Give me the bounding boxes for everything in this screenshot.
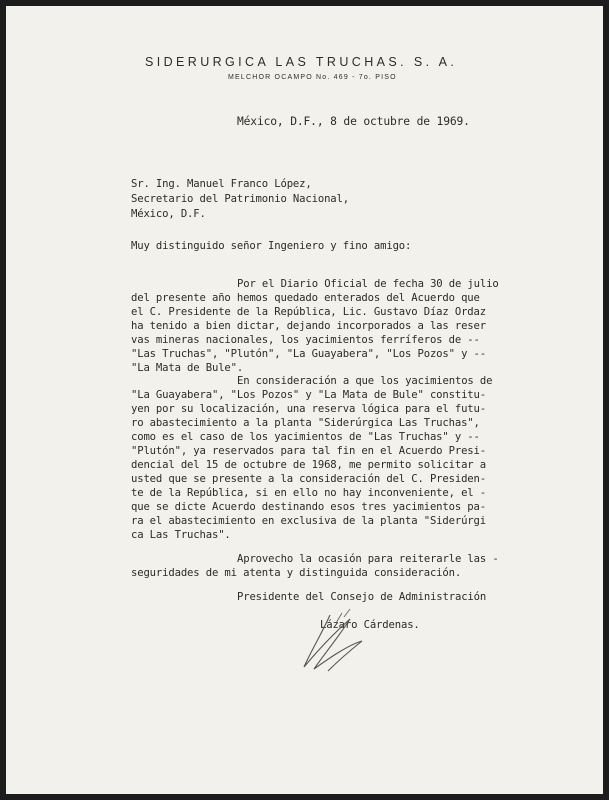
body-line: ro abastecimiento a la planta "Siderúrgica Las Truchas", (131, 417, 480, 429)
body-line: usted que se presente a la consideración del C. Presiden- (131, 473, 486, 485)
body-line: ra el abastecimiento en exclusiva de la planta "Siderúrgi (131, 515, 486, 527)
recipient-line: México, D.F. (131, 208, 206, 220)
recipient-line: Sr. Ing. Manuel Franco López, (131, 178, 312, 190)
body-line: vas mineras nacionales, los yacimientos ferríferos de -- (131, 334, 480, 346)
body-line: "Las Truchas", "Plutón", "La Guayabera", "Los Pozos" y -- (131, 348, 486, 360)
recipient-line: Secretario del Patrimonio Nacional, (131, 193, 349, 205)
body-line: ha tenido a bien dictar, dejando incorporados a las reser (131, 320, 486, 332)
body-line: "La Mata de Bule". (131, 362, 244, 374)
body-line: como es el caso de los yacimientos de "Las Truchas" y -- (131, 431, 480, 443)
letterhead-address: MELCHOR OCAMPO No. 469 - 7o. PISO (228, 74, 397, 81)
body-line: yen por su localización, una reserva lógica para el futu- (131, 403, 486, 415)
signatory-name: Lázaro Cárdenas. (320, 619, 420, 631)
body-line: ca Las Truchas". (131, 529, 231, 541)
body-line: Por el Diario Oficial de fecha 30 de julio (237, 278, 499, 290)
body-line: el C. Presidente de la República, Lic. Gustavo Díaz Ordaz (131, 306, 486, 318)
body-line: Aprovecho la ocasión para reiterarle las - (237, 553, 499, 565)
body-line: dencial del 15 de octubre de 1968, me permito solicitar a (131, 459, 486, 471)
body-line: seguridades de mi atenta y distinguida consideración. (131, 567, 462, 579)
body-line: que se dicte Acuerdo destinando esos tres yacimientos pa- (131, 501, 486, 513)
closing-title: Presidente del Consejo de Administración (237, 591, 487, 603)
body-line: "La Guayabera", "Los Pozos" y "La Mata de Bule" constitu- (131, 389, 486, 401)
body-line: "Plutón", ya reservados para tal fin en el Acuerdo Presi- (131, 445, 486, 457)
letterhead-company: SIDERURGICA LAS TRUCHAS. S. A. (145, 55, 458, 69)
salutation: Muy distinguido señor Ingeniero y fino amigo: (131, 240, 412, 252)
body-line: del presente año hemos quedado enterados del Acuerdo que (131, 292, 480, 304)
signature-scribble (292, 605, 382, 675)
letter-date: México, D.F., 8 de octubre de 1969. (237, 115, 470, 128)
body-line: te de la República, si en ello no hay inconveniente, el - (131, 487, 486, 499)
body-line: En consideración a que los yacimientos de (237, 375, 493, 387)
